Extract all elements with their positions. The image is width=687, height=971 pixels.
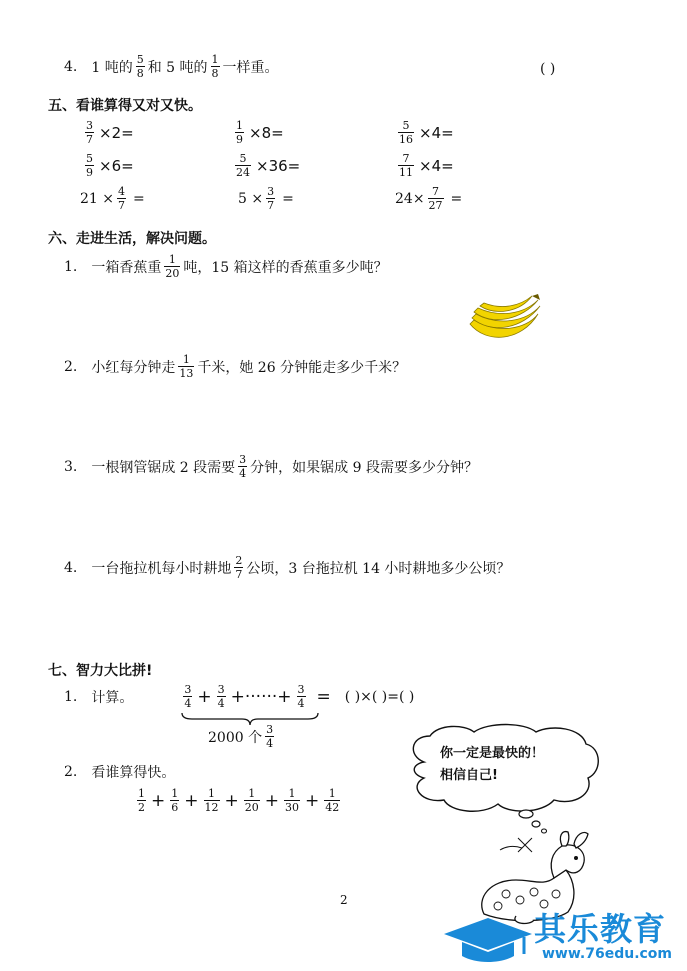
fraction: $\frac{3}{4}$ (239, 453, 247, 480)
exercise-item: $\frac{3}{7}$ ×2= (86, 119, 134, 146)
fraction: $\frac{2}{7}$ (235, 554, 243, 581)
question-4-tractor: 4. 一台拖拉机每小时耕地 $\frac{2}{7}$ 公顷，3 台拖拉机 14 小时耕地多少公顷？ (64, 554, 511, 581)
exercise-item: $\frac{5}{24}$ ×36= (236, 152, 301, 179)
fraction: $\frac{1}{8}$ (211, 53, 219, 80)
question-number: 4. (64, 58, 78, 75)
brace-label: 2000 个 $\frac{3}{4}$ (208, 723, 274, 750)
fraction: $\frac{1}{20}$ (165, 253, 180, 280)
fraction: $\frac{5}{8}$ (136, 53, 144, 80)
question-text: 一样重。 (222, 59, 279, 76)
exercise-item: 5 × $\frac{3}{7}$ = (238, 185, 294, 212)
question-2-distance: 2. 小红每分钟走 $\frac{1}{13}$ 千米，她 26 分钟能走多少千米？ (64, 353, 407, 380)
exercise-item: 21 × $\frac{4}{7}$ = (80, 185, 145, 212)
answer-blank: ( ) (540, 61, 556, 77)
question-1-sum: 1. 计算。 $\frac{3}{4}$ + $\frac{3}{4}$ +······+ $\frac{3}{4}$ = ( )×( )=( ) (64, 683, 415, 710)
exercise-item: $\frac{5}{16}$ ×4= (399, 119, 454, 146)
question-3-pipe: 3. 一根钢管锯成 2 段需要 $\frac{3}{4}$ 分钟，如果锯成 9 段需要多少分钟？ (64, 453, 478, 480)
question-1-bananas: 1. 一箱香蕉重 $\frac{1}{20}$ 吨，15 箱这样的香蕉重多少吨？ (64, 253, 388, 280)
exercise-item: $\frac{1}{9}$ ×8= (236, 119, 284, 146)
section-7-title: 七、智力大比拼! (48, 663, 153, 679)
exercise-item: 24× $\frac{7}{27}$ = (395, 185, 463, 212)
exercise-item: $\frac{5}{9}$ ×6= (86, 152, 134, 179)
question-text: 和 5 吨的 (147, 59, 208, 76)
watermark-brand: 其乐教育 (534, 910, 667, 948)
section-6-title: 六、走进生活，解决问题。 (48, 231, 216, 247)
bubble-line-1: 你一定是最快的！ (440, 746, 545, 761)
graduation-cap-icon (440, 914, 536, 964)
series-expression: $\frac{1}{2}$ + $\frac{1}{6}$ + $\frac{1}{12}$ + $\frac{1}{20}$ + $\frac{1}{30}$ + $\frac{1}{42}$ (138, 787, 340, 814)
watermark-url: www.76edu.com (542, 946, 673, 962)
thought-bubble (404, 722, 604, 834)
question-4-weight (64, 54, 279, 79)
fraction: $\frac{1}{13}$ (179, 353, 194, 380)
page-number: 2 (340, 893, 348, 907)
question-2-quick: 2. 看谁算得快。 (64, 764, 176, 781)
bubble-line-2: 相信自己! (440, 768, 498, 783)
banana-icon (466, 294, 546, 346)
section-5-title: 五、看谁算得又对又快。 (48, 98, 202, 114)
exercise-item: $\frac{7}{11}$ ×4= (399, 152, 454, 179)
question-text: 1 吨的 (91, 59, 133, 76)
